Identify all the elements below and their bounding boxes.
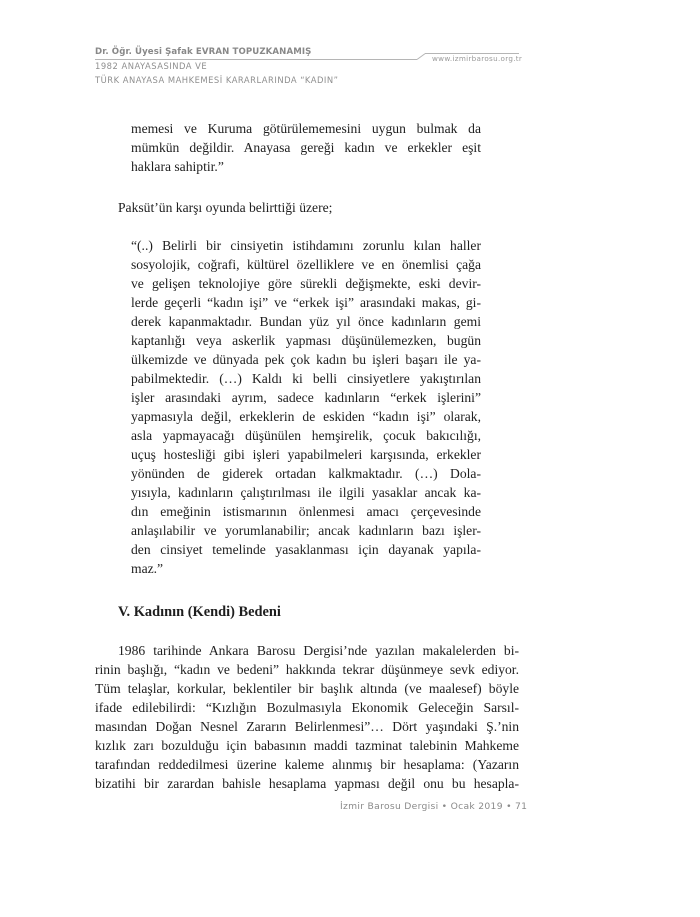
paragraph-line: kızlık zarı bozulduğu için babasının maddi tazminat talebinin Mahkeme: [95, 738, 519, 753]
quote-2-line: derek kapanmaktadır. Bundan yüz yıl önce kadınların gemi: [131, 314, 481, 329]
quote-2-line: uçuş hostesliği gibi işleri yapabilmeleri karşısında, erkekler: [131, 447, 481, 462]
quote-2-line: kaptanlığı veya askerlik yapması düşünülemezken, bugün: [131, 333, 481, 348]
paragraph-line: 1986 tarihinde Ankara Barosu Dergisi’nde yazılan makalelerden bi-: [118, 643, 519, 658]
paragraph-line: rinin başlığı, “kadın ve bedeni” hakkında tekrar düşünmeye sevk ediyor.: [95, 662, 519, 677]
section-heading: V. Kadının (Kendi) Bedeni: [118, 604, 281, 620]
quote-2-line: den cinsiyet temelinde yasaklanması için dayanak yapıla-: [131, 542, 481, 557]
quote-2-line: ülkemizde ve dünyada pek çok kadın bu işleri başarı ile ya-: [131, 352, 481, 367]
quote-2-line: yısıyla, kadınların çalıştırılması ile ilgili yasaklar ancak ka-: [131, 485, 481, 500]
header-url: www.izmirbarosu.org.tr: [432, 54, 523, 63]
header-rule: [95, 59, 417, 60]
quote-2-line: sosyolojik, coğrafi, kültürel özelliklere ve en önemlisi çağa: [131, 257, 481, 272]
quote-2-line: maz.”: [131, 561, 164, 576]
header-title-line-2: TÜRK ANAYASA MAHKEMESİ KARARLARINDA “KADIN”: [95, 75, 339, 85]
quote-1-line: memesi ve Kuruma götürülememesini uygun bulmak da: [131, 121, 481, 136]
header-title-line-1: 1982 ANAYASASINDA VE: [95, 61, 208, 71]
quote-2-line: anlaşılabilir ve yorumlanabilir; ancak kadınların bazı işler-: [131, 523, 481, 538]
quote-block-2: [131, 236, 481, 578]
paragraph-line: Tüm telaşlar, korkular, beklentiler bir başlık altında (ve maalesef) böyle: [95, 681, 519, 696]
quote-2-line: işler arasındaki ayrım, sadece kadınların “erkek işlerini”: [131, 390, 481, 405]
quote-2-line: ve gelişen teknolojiye göre sürekli değişmekte, eski devir-: [131, 276, 481, 291]
quote-2-line: asla yapmayacağı düşünülen hemşirelik, çocuk bakıcılığı,: [131, 428, 481, 443]
paragraph-line: bizatihi bir zarardan bahisle hesaplama yapması değil onu bu hesapla-: [95, 776, 519, 791]
header-rule-bend: [417, 53, 426, 60]
quote-2-line: yapmasıyla değil, erkeklerin de eskiden “kadın işi” olarak,: [131, 409, 481, 424]
quote-2-line: lerde geçerli “kadın işi” ve “erkek işi” arasındaki makas, gi-: [131, 295, 481, 310]
header-author: Dr. Öğr. Üyesi Şafak EVRAN TOPUZKANAMIŞ: [95, 47, 312, 57]
quote-1-line: haklara sahiptir.”: [131, 159, 224, 174]
quote-block-1: [131, 119, 481, 176]
paragraph-line: ifade edilebilirdi: “Kızlığın Bozulmasıyla Ekonomik Geleceğin Sarsıl-: [95, 700, 519, 715]
intro-sentence: Paksüt’ün karşı oyunda belirttiği üzere;: [118, 200, 333, 215]
quote-2-line: pabilmektedir. (…) Kaldı ki belli cinsiyetlere yakıştırılan: [131, 371, 481, 386]
quote-1-line: mümkün değildir. Anayasa gereği kadın ve erkekler eşit: [131, 140, 481, 155]
quote-2-line: dın emeğinin istismarının önlenmesi amacı çerçevesinde: [131, 504, 481, 519]
body-paragraph: [95, 641, 519, 793]
quote-2-line: “(..) Belirli bir cinsiyetin istihdamını zorunlu kılan haller: [131, 238, 481, 253]
paragraph-line: masından Doğan Nesnel Zararın Belirlenmesi”… Dört yaşındaki Ş.’nin: [95, 719, 519, 734]
footer-page-info: İzmir Barosu Dergisi • Ocak 2019 • 71: [340, 801, 530, 812]
paragraph-line: tarafından reddedilmesi üzerine kaleme alınmış bir hesaplama: (Yazarın: [95, 757, 519, 772]
quote-2-line: yönünden de giderek ortadan kalkmaktadır. (…) Dola-: [131, 466, 481, 481]
